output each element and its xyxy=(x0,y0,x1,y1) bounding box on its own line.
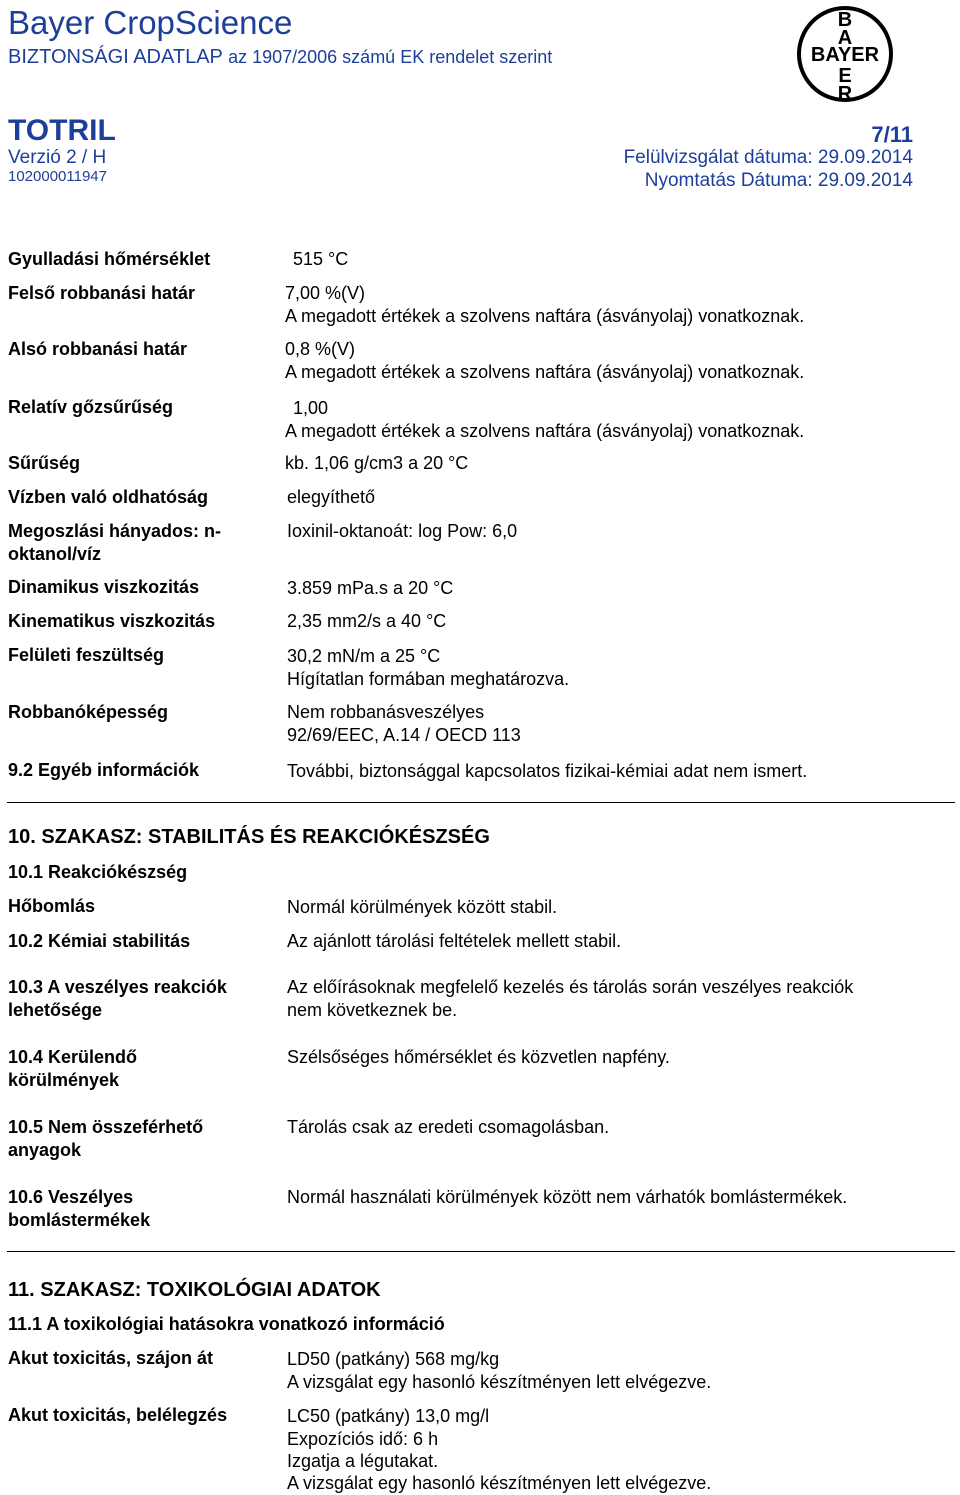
stability-value: Normál körülmények között stabil. xyxy=(287,897,558,917)
stability-label: 10.4 Kerülendő xyxy=(8,1047,138,1067)
product-code: 102000011947 xyxy=(8,168,107,185)
property-label: Dinamikus viszkozitás xyxy=(8,577,200,597)
property-label: Gyulladási hőmérséklet xyxy=(8,249,211,269)
product-name: TOTRIL xyxy=(8,114,116,147)
property-value: 0,8 %(V) xyxy=(285,339,356,359)
property-label: Felületi feszültség xyxy=(8,645,165,665)
stability-label: 10.5 Nem összeférhető xyxy=(8,1117,204,1137)
property-value: Nem robbanásveszélyes xyxy=(287,702,485,722)
property-value: 515 °C xyxy=(293,249,349,269)
regulation: az 1907/2006 számú EK rendelet szerint xyxy=(228,47,553,67)
stability-label: 10.3 A veszélyes reakciók xyxy=(8,977,227,997)
property-note: Hígítatlan formában meghatározva. xyxy=(287,669,570,689)
property-label: Megoszlási hányados: n- xyxy=(8,521,222,541)
document-type-line xyxy=(8,45,552,69)
property-value: 30,2 mN/m a 25 °C xyxy=(287,646,441,666)
logo-word-bayer: BAYER xyxy=(810,44,880,66)
stability-value: Szélsőséges hőmérséklet és közvetlen napfény. xyxy=(287,1047,670,1067)
version: Verzió 2 / H xyxy=(8,147,107,168)
property-label: Felső robbanási határ xyxy=(8,283,196,303)
property-value: elegyíthető xyxy=(287,487,376,507)
stability-label: Hőbomlás xyxy=(8,896,96,916)
logo-letter-e: E xyxy=(838,65,852,87)
toxicity-note: A vizsgálat egy hasonló készítményen lett elvégezve. xyxy=(287,1473,712,1493)
section-divider xyxy=(7,802,955,803)
company-name: Bayer CropScience xyxy=(8,4,293,41)
section-10-subtitle: 10.1 Reakciókészség xyxy=(8,862,188,882)
toxicity-note: A vizsgálat egy hasonló készítményen lett elvégezve. xyxy=(287,1372,712,1392)
stability-value: Az előírásoknak megfelelő kezelés és tárolás során veszélyes reakciók xyxy=(287,977,854,997)
property-value: Ioxinil-oktanoát: log Pow: 6,0 xyxy=(287,521,518,541)
toxicity-note: Expozíciós idő: 6 h xyxy=(287,1429,439,1449)
property-label: Alsó robbanási határ xyxy=(8,339,188,359)
property-note: A megadott értékek a szolvens naftára (ásványolaj) vonatkoznak. xyxy=(285,306,805,326)
property-value: kb. 1,06 g/cm3 a 20 °C xyxy=(285,453,469,473)
property-value: 3.859 mPa.s a 20 °C xyxy=(287,578,454,598)
stability-value: Az ajánlott tárolási feltételek mellett stabil. xyxy=(287,931,622,951)
property-value: 2,35 mm2/s a 40 °C xyxy=(287,611,447,631)
property-note: A megadott értékek a szolvens naftára (ásványolaj) vonatkoznak. xyxy=(285,362,805,382)
property-label-cont: oktanol/víz xyxy=(8,544,102,564)
stability-value: Normál használati körülmények között nem várhatók bomlástermékek. xyxy=(287,1187,848,1207)
logo-letter-r: R xyxy=(837,83,853,104)
stability-label-cont: körülmények xyxy=(8,1070,120,1090)
property-value: További, biztonsággal kapcsolatos fizikai-kémiai adat nem ismert. xyxy=(287,761,808,781)
toxicity-label: Akut toxicitás, belélegzés xyxy=(8,1405,228,1425)
bayer-logo xyxy=(795,4,895,104)
section-11-subtitle: 11.1 A toxikológiai hatásokra vonatkozó információ xyxy=(8,1314,445,1334)
property-label: Sűrűség xyxy=(8,453,81,473)
stability-value-cont: nem következnek be. xyxy=(287,1000,458,1020)
property-value: 1,00 xyxy=(293,398,329,418)
stability-label-cont: bomlástermékek xyxy=(8,1210,151,1230)
property-label: 9.2 Egyéb információk xyxy=(8,760,200,780)
toxicity-value: LD50 (patkány) 568 mg/kg xyxy=(287,1349,500,1369)
revision-date: Felülvizsgálat dátuma: 29.09.2014 xyxy=(623,147,913,168)
toxicity-label: Akut toxicitás, szájon át xyxy=(8,1348,214,1368)
section-11-title: 11. SZAKASZ: TOXIKOLÓGIAI ADATOK xyxy=(8,1279,381,1301)
section-10-title: 10. SZAKASZ: STABILITÁS ÉS REAKCIÓKÉSZSÉG xyxy=(8,826,490,848)
page-number: 7/11 xyxy=(871,122,913,147)
property-note: A megadott értékek a szolvens naftára (ásványolaj) vonatkoznak. xyxy=(285,421,805,441)
stability-label-cont: lehetősége xyxy=(8,1000,103,1020)
property-label: Kinematikus viszkozitás xyxy=(8,611,216,631)
stability-value: Tárolás csak az eredeti csomagolásban. xyxy=(287,1117,610,1137)
toxicity-note: Izgatja a légutakat. xyxy=(287,1451,439,1471)
property-label: Robbanóképesség xyxy=(8,702,169,722)
stability-label: 10.6 Veszélyes xyxy=(8,1187,134,1207)
property-value: 7,00 %(V) xyxy=(285,283,366,303)
stability-label-cont: anyagok xyxy=(8,1140,82,1160)
property-label: Relatív gőzsűrűség xyxy=(8,397,174,417)
property-label: Vízben való oldhatóság xyxy=(8,487,209,507)
print-date: Nyomtatás Dátuma: 29.09.2014 xyxy=(644,170,913,191)
property-note: 92/69/EEC, A.14 / OECD 113 xyxy=(287,725,521,745)
stability-label: 10.2 Kémiai stabilitás xyxy=(8,931,191,951)
logo-letter-a: A xyxy=(837,27,853,49)
section-divider xyxy=(7,1251,955,1252)
document-type: BIZTONSÁGI ADATLAP xyxy=(8,46,223,68)
toxicity-value: LC50 (patkány) 13,0 mg/l xyxy=(287,1406,490,1426)
logo-letter-b: B xyxy=(837,9,853,31)
